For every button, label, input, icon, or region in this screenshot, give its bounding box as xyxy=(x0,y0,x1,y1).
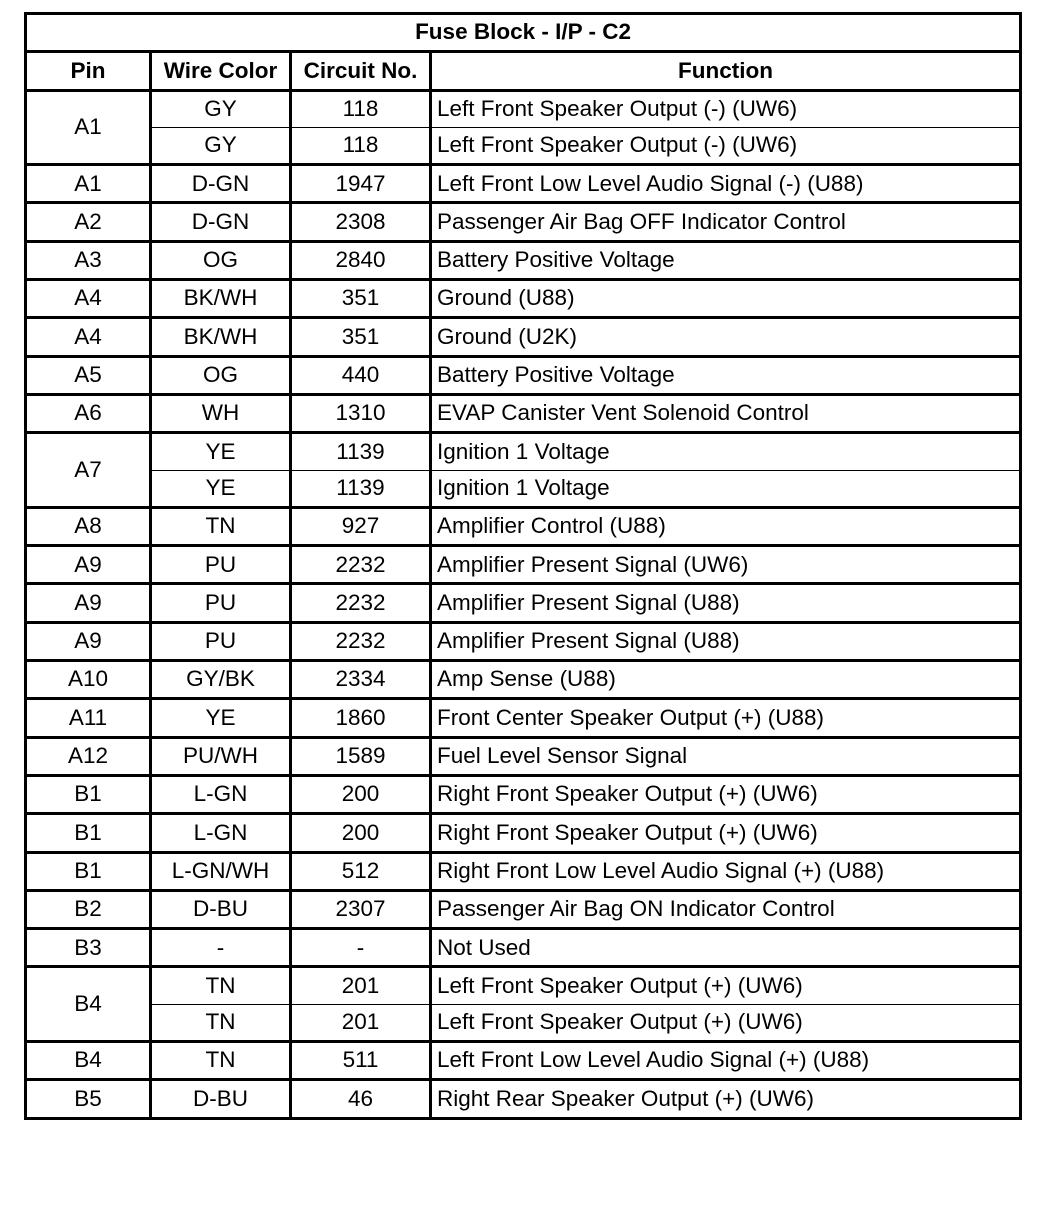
wire-color-cell: OG xyxy=(151,241,291,279)
pin-cell: A10 xyxy=(26,661,151,699)
wire-color-cell: D-GN xyxy=(151,203,291,241)
table-row xyxy=(26,507,1021,545)
table-row xyxy=(26,356,1021,394)
function-cell: Amplifier Present Signal (UW6) xyxy=(431,546,1021,584)
function-cell: Ignition 1 Voltage xyxy=(431,470,1021,507)
table-row xyxy=(26,584,1021,622)
wire-color-cell: L-GN xyxy=(151,775,291,813)
table-row xyxy=(26,967,1021,1004)
function-cell: Left Front Low Level Audio Signal (-) (U88) xyxy=(431,165,1021,203)
table-row xyxy=(26,203,1021,241)
circuit-cell: 2232 xyxy=(291,584,431,622)
circuit-cell: 2232 xyxy=(291,546,431,584)
function-cell: Left Front Speaker Output (+) (UW6) xyxy=(431,1004,1021,1041)
circuit-cell: 927 xyxy=(291,507,431,545)
circuit-cell: 1310 xyxy=(291,394,431,432)
function-cell: Not Used xyxy=(431,929,1021,967)
header-wire-color: Wire Color xyxy=(151,52,291,90)
circuit-cell: 440 xyxy=(291,356,431,394)
function-cell: Ignition 1 Voltage xyxy=(431,433,1021,470)
function-cell: EVAP Canister Vent Solenoid Control xyxy=(431,394,1021,432)
wire-color-cell: GY/BK xyxy=(151,661,291,699)
header-pin: Pin xyxy=(26,52,151,90)
circuit-cell: 351 xyxy=(291,280,431,318)
wire-color-cell: BK/WH xyxy=(151,318,291,356)
table-row xyxy=(26,241,1021,279)
pin-cell: A4 xyxy=(26,318,151,356)
circuit-cell: 2232 xyxy=(291,622,431,660)
pin-cell: A12 xyxy=(26,737,151,775)
table-row xyxy=(26,814,1021,852)
circuit-cell: 2308 xyxy=(291,203,431,241)
circuit-cell: 511 xyxy=(291,1042,431,1080)
table-row xyxy=(26,318,1021,356)
table-row xyxy=(26,1042,1021,1080)
connector-pinout-table xyxy=(24,12,1022,1120)
header-function: Function xyxy=(431,52,1021,90)
wire-color-cell: D-GN xyxy=(151,165,291,203)
function-cell: Right Front Speaker Output (+) (UW6) xyxy=(431,775,1021,813)
pin-cell: B1 xyxy=(26,775,151,813)
pin-cell: B1 xyxy=(26,852,151,890)
circuit-cell: 2307 xyxy=(291,890,431,928)
circuit-cell: 201 xyxy=(291,967,431,1004)
function-cell: Ground (U2K) xyxy=(431,318,1021,356)
table-row xyxy=(26,470,1021,507)
pin-cell: A4 xyxy=(26,280,151,318)
table-row xyxy=(26,929,1021,967)
table-body xyxy=(26,90,1021,1118)
function-cell: Passenger Air Bag OFF Indicator Control xyxy=(431,203,1021,241)
table-row xyxy=(26,127,1021,164)
wire-color-cell: PU/WH xyxy=(151,737,291,775)
wire-color-cell: - xyxy=(151,929,291,967)
wire-color-cell: TN xyxy=(151,1042,291,1080)
function-cell: Amp Sense (U88) xyxy=(431,661,1021,699)
title-row xyxy=(26,14,1021,52)
circuit-cell: 46 xyxy=(291,1080,431,1118)
header-circuit-no: Circuit No. xyxy=(291,52,431,90)
pin-cell: A11 xyxy=(26,699,151,737)
pin-cell: A1 xyxy=(26,165,151,203)
wire-color-cell: GY xyxy=(151,90,291,127)
wire-color-cell: OG xyxy=(151,356,291,394)
wire-color-cell: D-BU xyxy=(151,1080,291,1118)
wire-color-cell: WH xyxy=(151,394,291,432)
table-row xyxy=(26,699,1021,737)
circuit-cell: 200 xyxy=(291,814,431,852)
table-row xyxy=(26,546,1021,584)
circuit-cell: 1139 xyxy=(291,433,431,470)
table-row xyxy=(26,433,1021,470)
pin-cell: B1 xyxy=(26,814,151,852)
function-cell: Left Front Speaker Output (+) (UW6) xyxy=(431,967,1021,1004)
table-row xyxy=(26,737,1021,775)
wire-color-cell: TN xyxy=(151,1004,291,1041)
pin-cell: A6 xyxy=(26,394,151,432)
function-cell: Amplifier Present Signal (U88) xyxy=(431,622,1021,660)
wire-color-cell: PU xyxy=(151,546,291,584)
circuit-cell: 1860 xyxy=(291,699,431,737)
wire-color-cell: TN xyxy=(151,967,291,1004)
wire-color-cell: PU xyxy=(151,584,291,622)
function-cell: Passenger Air Bag ON Indicator Control xyxy=(431,890,1021,928)
circuit-cell: 2334 xyxy=(291,661,431,699)
circuit-cell: 118 xyxy=(291,127,431,164)
pin-cell: A9 xyxy=(26,546,151,584)
circuit-cell: - xyxy=(291,929,431,967)
circuit-cell: 1947 xyxy=(291,165,431,203)
wire-color-cell: YE xyxy=(151,433,291,470)
pin-cell: B2 xyxy=(26,890,151,928)
table-row xyxy=(26,1004,1021,1041)
function-cell: Right Rear Speaker Output (+) (UW6) xyxy=(431,1080,1021,1118)
pin-cell: A5 xyxy=(26,356,151,394)
function-cell: Battery Positive Voltage xyxy=(431,241,1021,279)
table-row xyxy=(26,890,1021,928)
function-cell: Amplifier Present Signal (U88) xyxy=(431,584,1021,622)
table-row xyxy=(26,775,1021,813)
function-cell: Left Front Speaker Output (-) (UW6) xyxy=(431,90,1021,127)
pin-cell: A1 xyxy=(26,90,151,165)
circuit-cell: 1589 xyxy=(291,737,431,775)
function-cell: Right Front Low Level Audio Signal (+) (U88) xyxy=(431,852,1021,890)
function-cell: Front Center Speaker Output (+) (U88) xyxy=(431,699,1021,737)
table-row xyxy=(26,852,1021,890)
connector-table-container xyxy=(24,12,1019,1120)
wire-color-cell: L-GN xyxy=(151,814,291,852)
circuit-cell: 201 xyxy=(291,1004,431,1041)
function-cell: Left Front Speaker Output (-) (UW6) xyxy=(431,127,1021,164)
wire-color-cell: TN xyxy=(151,507,291,545)
function-cell: Fuel Level Sensor Signal xyxy=(431,737,1021,775)
table-row xyxy=(26,661,1021,699)
table-row xyxy=(26,165,1021,203)
function-cell: Amplifier Control (U88) xyxy=(431,507,1021,545)
circuit-cell: 200 xyxy=(291,775,431,813)
wire-color-cell: BK/WH xyxy=(151,280,291,318)
table-row xyxy=(26,90,1021,127)
circuit-cell: 2840 xyxy=(291,241,431,279)
wire-color-cell: PU xyxy=(151,622,291,660)
function-cell: Ground (U88) xyxy=(431,280,1021,318)
pin-cell: A7 xyxy=(26,433,151,508)
circuit-cell: 512 xyxy=(291,852,431,890)
wire-color-cell: YE xyxy=(151,699,291,737)
table-row xyxy=(26,280,1021,318)
circuit-cell: 351 xyxy=(291,318,431,356)
pin-cell: A9 xyxy=(26,622,151,660)
pin-cell: B4 xyxy=(26,967,151,1042)
wire-color-cell: YE xyxy=(151,470,291,507)
pin-cell: B3 xyxy=(26,929,151,967)
table-row xyxy=(26,394,1021,432)
pin-cell: A3 xyxy=(26,241,151,279)
pin-cell: B5 xyxy=(26,1080,151,1118)
table-row xyxy=(26,622,1021,660)
pin-cell: A8 xyxy=(26,507,151,545)
circuit-cell: 1139 xyxy=(291,470,431,507)
header-row xyxy=(26,52,1021,90)
table-row xyxy=(26,1080,1021,1118)
circuit-cell: 118 xyxy=(291,90,431,127)
pin-cell: A9 xyxy=(26,584,151,622)
table-title: Fuse Block - I/P - C2 xyxy=(26,14,1021,52)
wire-color-cell: GY xyxy=(151,127,291,164)
pin-cell: B4 xyxy=(26,1042,151,1080)
wire-color-cell: L-GN/WH xyxy=(151,852,291,890)
pin-cell: A2 xyxy=(26,203,151,241)
wire-color-cell: D-BU xyxy=(151,890,291,928)
function-cell: Battery Positive Voltage xyxy=(431,356,1021,394)
function-cell: Left Front Low Level Audio Signal (+) (U88) xyxy=(431,1042,1021,1080)
function-cell: Right Front Speaker Output (+) (UW6) xyxy=(431,814,1021,852)
